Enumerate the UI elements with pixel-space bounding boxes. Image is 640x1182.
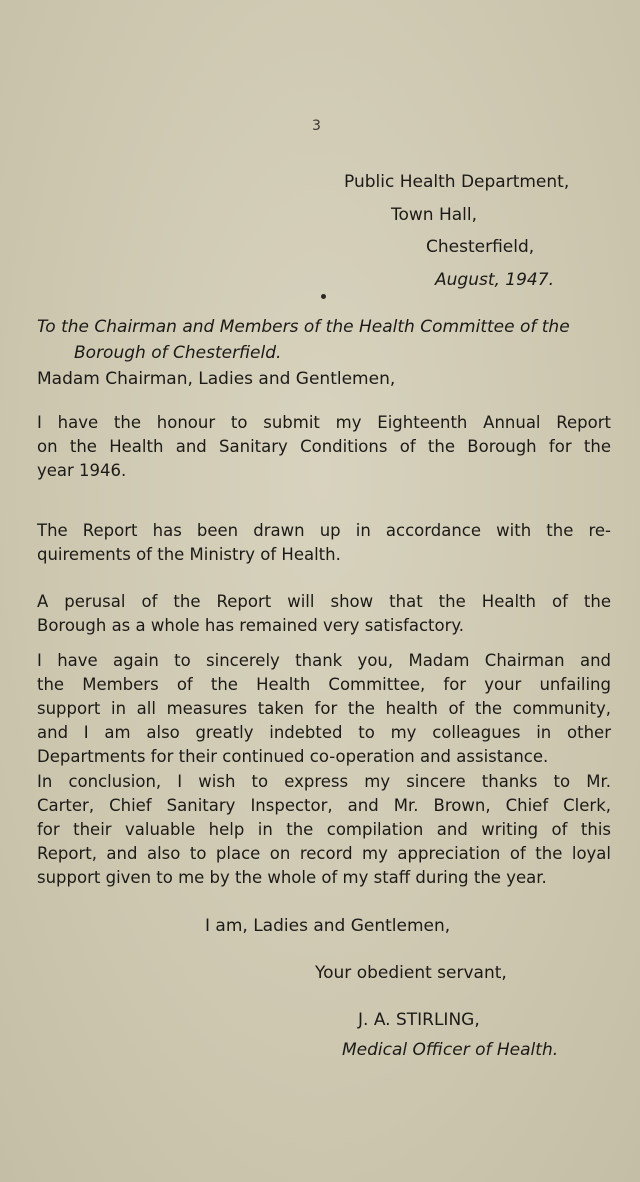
signatory-title: Medical Officer of Health. <box>342 1040 559 1060</box>
addressee-line-1: To the Chairman and Members of the Health Committee of the <box>37 317 570 337</box>
address-line-city: Chesterfield, <box>426 237 535 257</box>
paragraph-report-submission <box>37 411 611 483</box>
page-number: 3 <box>312 118 321 134</box>
letter-date: August, 1947. <box>435 270 554 290</box>
paragraph-line: on the Health and Sanitary Conditions of the Borough for the <box>37 437 611 456</box>
paragraph-line: quirements of the Ministry of Health. <box>37 545 341 564</box>
signatory-name: J. A. STIRLING, <box>358 1010 480 1030</box>
paragraph-line: support in all measures taken for the health of the community, <box>37 699 611 718</box>
paragraph-health-satisfactory <box>37 590 611 638</box>
paragraph-conclusion <box>37 770 611 890</box>
paragraph-line: Carter, Chief Sanitary Inspector, and Mr. Brown, Chief Clerk, <box>37 796 611 815</box>
paragraph-line: A perusal of the Report will show that the Health of the <box>37 592 611 611</box>
address-line-town-hall: Town Hall, <box>391 205 478 225</box>
paragraph-line: I have the honour to submit my Eighteenth Annual Report <box>37 413 611 432</box>
closing-line: I am, Ladies and Gentlemen, <box>205 916 451 936</box>
paragraph-line: for their valuable help in the compilation and writing of this <box>37 820 611 839</box>
paragraph-line: year 1946. <box>37 461 127 480</box>
closing-valediction: Your obedient servant, <box>315 963 507 983</box>
paragraph-line: support given to me by the whole of my staff during the year. <box>37 868 547 887</box>
paragraph-line: The Report has been drawn up in accordance with the re- <box>37 521 611 540</box>
paragraph-line: Departments for their continued co-operation and assistance. <box>37 747 549 766</box>
paragraph-line: In conclusion, I wish to express my sincere thanks to Mr. <box>37 772 611 791</box>
ink-dot <box>321 294 326 299</box>
paragraph-thanks-committee <box>37 649 611 769</box>
address-line-department: Public Health Department, <box>344 172 570 192</box>
paragraph-line: I have again to sincerely thank you, Madam Chairman and <box>37 651 611 670</box>
paragraph-line: Borough as a whole has remained very satisfactory. <box>37 616 465 635</box>
paragraph-line: Report, and also to place on record my appreciation of the loyal <box>37 844 611 863</box>
paragraph-line: and I am also greatly indebted to my colleagues in other <box>37 723 611 742</box>
paragraph-ministry-requirements <box>37 519 611 567</box>
addressee <box>37 314 607 366</box>
addressee-line-2: Borough of Chesterfield. <box>74 343 282 363</box>
paragraph-line: the Members of the Health Committee, for your unfailing <box>37 675 611 694</box>
salutation: Madam Chairman, Ladies and Gentlemen, <box>37 369 396 389</box>
